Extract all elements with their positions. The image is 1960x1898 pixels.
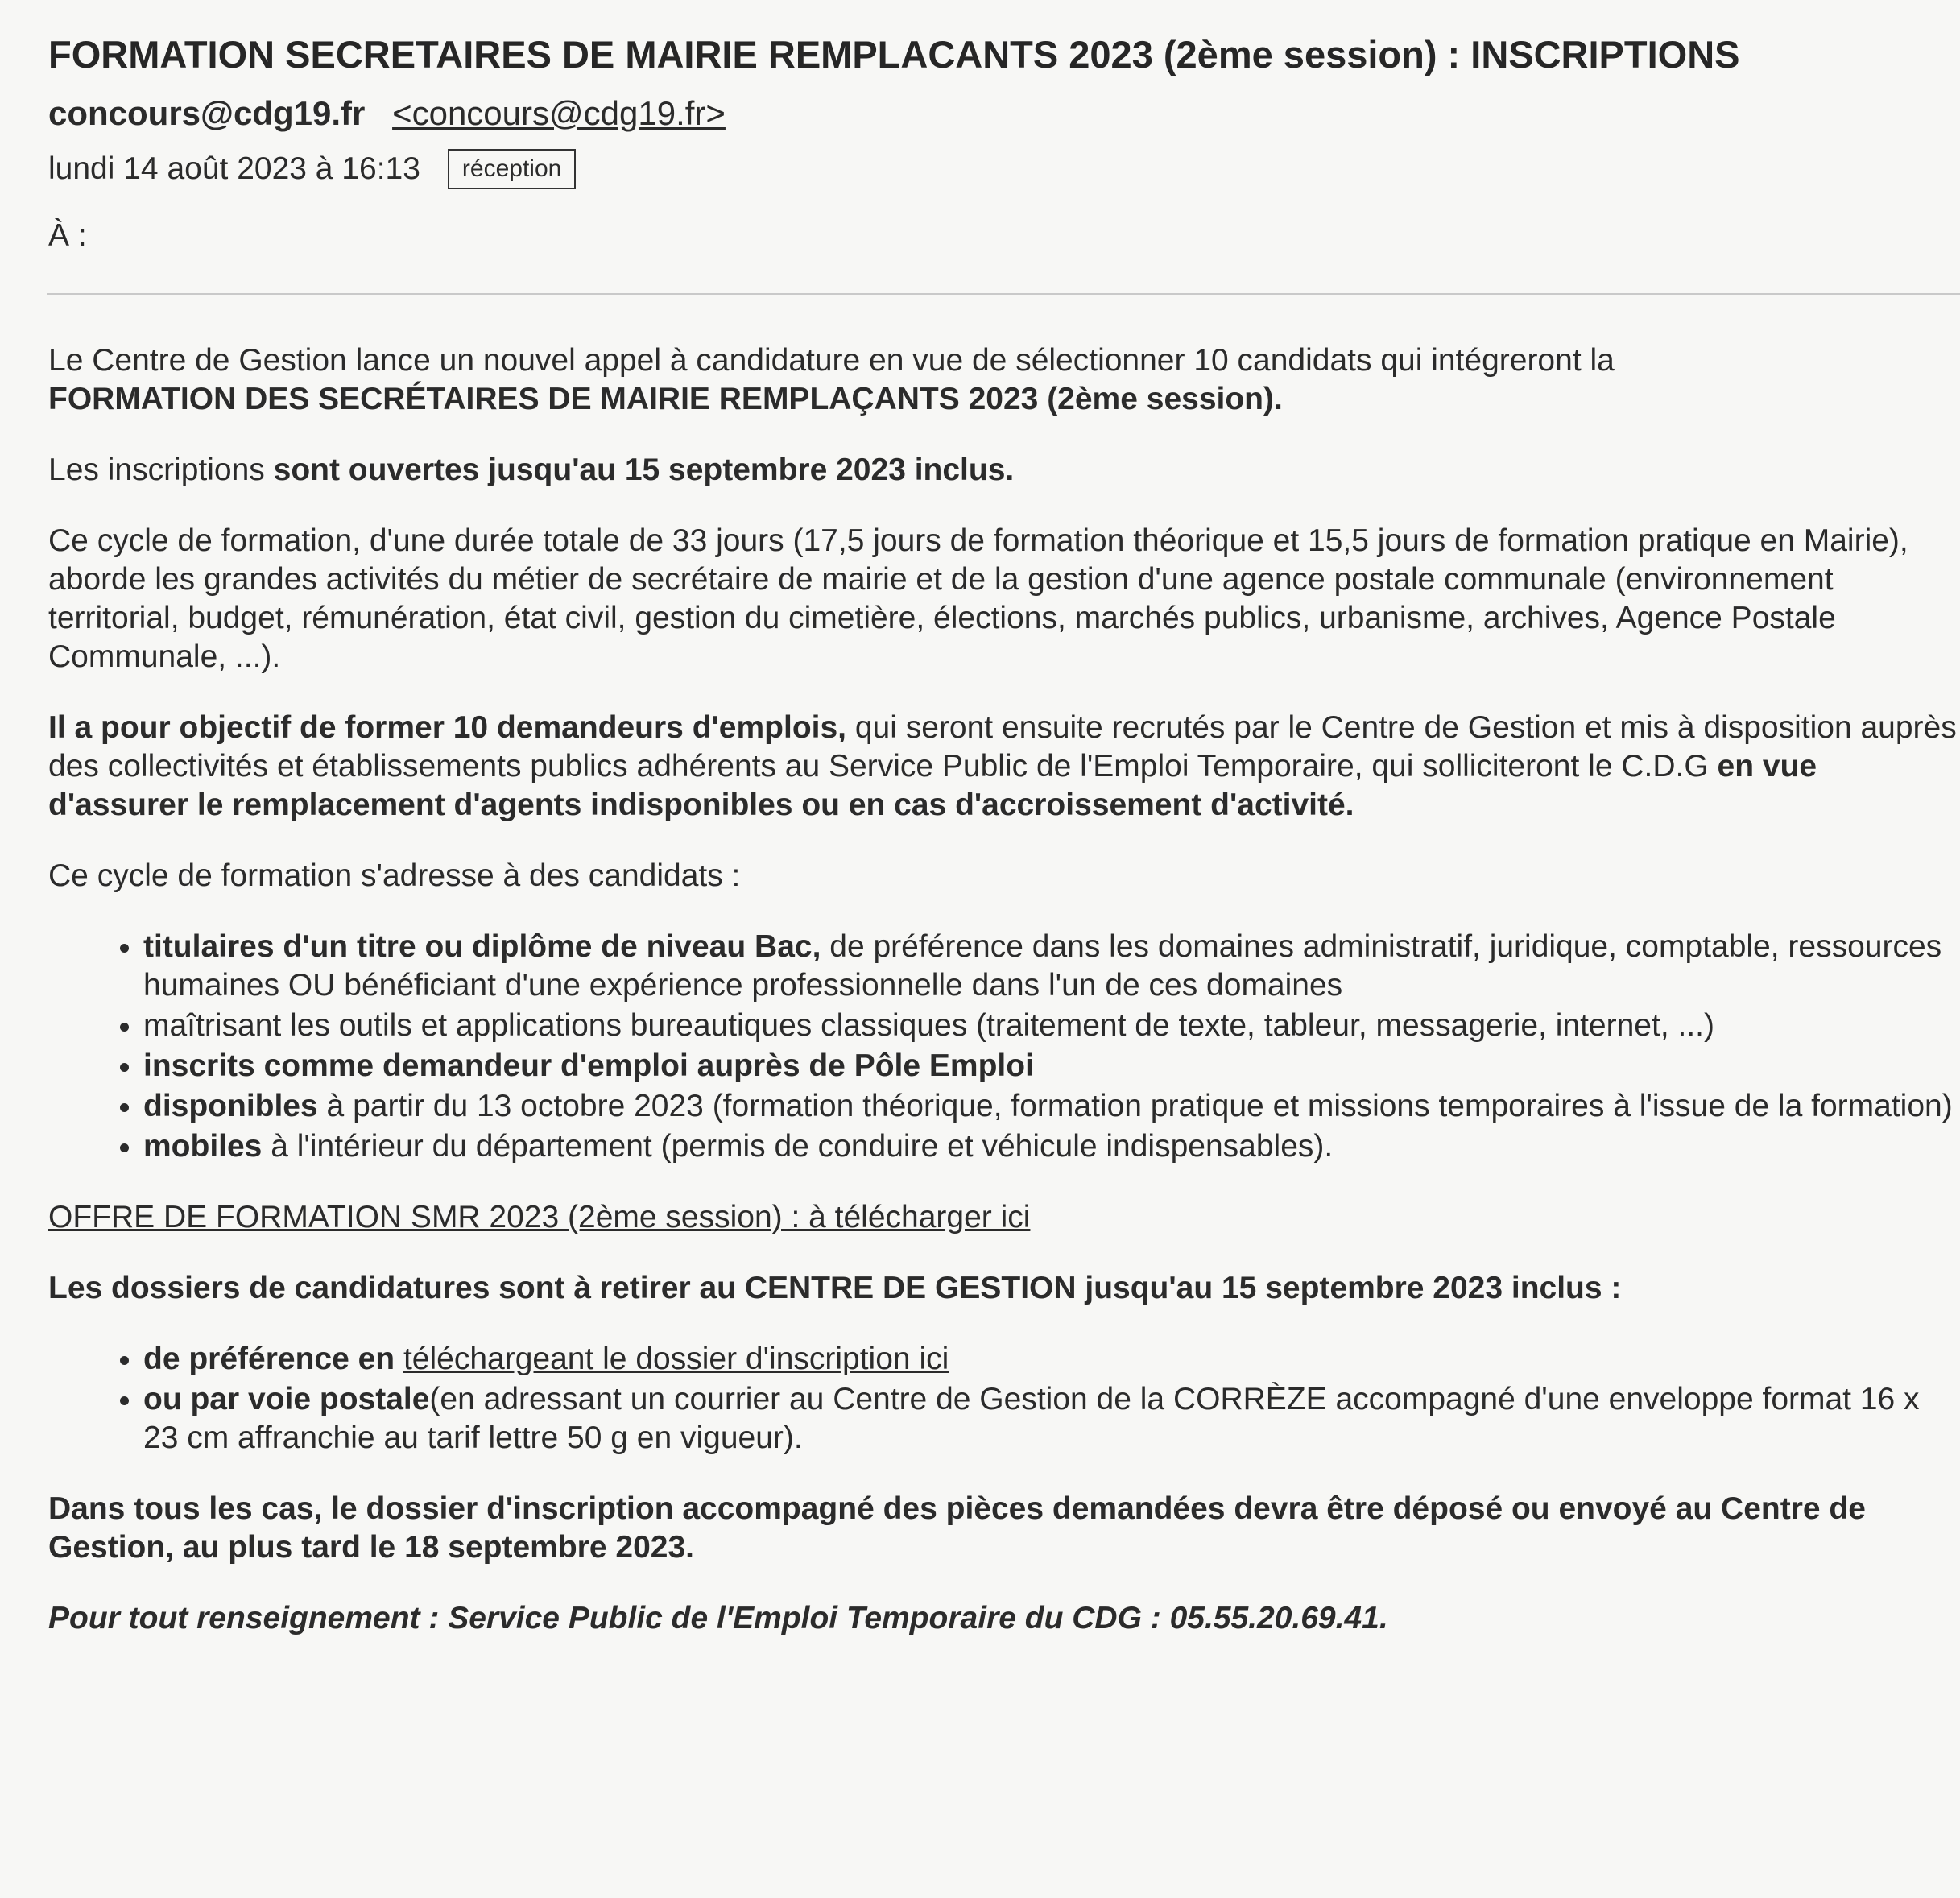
registration-text: Les inscriptions bbox=[48, 453, 274, 487]
email-subject: FORMATION SECRETAIRES DE MAIRIE REMPLACANTS 2023 (2ème session) : INSCRIPTIONS bbox=[48, 33, 1740, 76]
list-item bbox=[143, 1340, 1957, 1379]
folder-tag[interactable]: réception bbox=[448, 149, 576, 189]
email-date: lundi 14 août 2023 à 16:13 bbox=[48, 151, 420, 186]
registration-paragraph bbox=[48, 451, 1957, 490]
header-divider bbox=[47, 293, 1960, 295]
offer-download-link[interactable]: OFFRE DE FORMATION SMR 2023 (2ème session) : à télécharger ici bbox=[48, 1200, 1031, 1234]
audience-paragraph: Ce cycle de formation s'adresse à des candidats : bbox=[48, 858, 741, 893]
dossier-download-link[interactable]: téléchargeant le dossier d'inscription ici bbox=[403, 1342, 949, 1376]
list-item bbox=[143, 1007, 1957, 1045]
cycle-paragraph: Ce cycle de formation, d'une durée totale de 33 jours (17,5 jours de formation théorique et 15,5 jours de formation pratique en Mairie), aborde les grandes activités du métier de secrétaire de mairie et de la gestion d'une agence postale communale (environnement territorial, budget, rémunération, état civil, gestion du cimetière, élections, marchés publics, urbanisme, archives, Agence Postale Communale, ...). bbox=[48, 523, 1908, 674]
list-item bbox=[143, 1047, 1957, 1085]
objective-bold-end: en vue d'assurer le remplacement d'agents indisponibles ou en cas d'accroissement d'activité. bbox=[48, 749, 1817, 822]
offer-paragraph bbox=[48, 1198, 1957, 1237]
objective-bold: Il a pour objectif de former 10 demandeurs d'emplois, bbox=[48, 710, 846, 745]
criteria-bold: inscrits comme demandeur d'emploi auprès de Pôle Emploi bbox=[143, 1048, 1034, 1083]
email-header bbox=[48, 32, 1933, 254]
dossiers-bold: Les dossiers de candidatures sont à retirer au CENTRE DE GESTION jusqu'au 15 septembre 2023 inclus : bbox=[48, 1271, 1622, 1305]
registration-bold: sont ouvertes jusqu'au 15 septembre 2023 inclus. bbox=[273, 453, 1015, 487]
deadline-bold: Dans tous les cas, le dossier d'inscription accompagné des pièces demandées devra être déposé ou envoyé au Centre de Gestion, au plus tard le 18 septembre 2023. bbox=[48, 1491, 1866, 1565]
objective-text: qui seront ensuite recrutés par le Centre de Gestion et mis à disposition auprès des collectivités et établissements publics adhérents au Service Public de l'Emploi Temporaire, qui solliciteront le C.D.G bbox=[48, 710, 1957, 784]
criteria-bold: mobiles bbox=[143, 1129, 263, 1164]
intro-bold: FORMATION DES SECRÉTAIRES DE MAIRIE REMPLAÇANTS 2023 (2ème session). bbox=[48, 382, 1283, 416]
criteria-text: de préférence dans les domaines administratif, juridique, comptable, ressources humaines OU bénéficiant d'une expérience professionnelle dans l'un de ces domaines bbox=[143, 929, 1942, 1003]
list-item bbox=[143, 1380, 1957, 1458]
option-bold: ou par voie postale bbox=[143, 1382, 430, 1416]
option-bold: de préférence en bbox=[143, 1342, 403, 1376]
recipient-line: À : bbox=[48, 218, 87, 253]
list-item bbox=[143, 1087, 1957, 1126]
criteria-text: maîtrisant les outils et applications bureautiques classiques (traitement de texte, tableur, messagerie, internet, ...) bbox=[143, 1008, 1714, 1043]
deadline-paragraph bbox=[48, 1490, 1957, 1567]
submission-options-list bbox=[48, 1340, 1957, 1458]
criteria-text: à l'intérieur du département (permis de conduire et véhicule indispensables). bbox=[262, 1129, 1334, 1164]
sender-address-link[interactable]: <concours@cdg19.fr> bbox=[392, 94, 726, 132]
sender-name[interactable]: concours@cdg19.fr bbox=[48, 94, 366, 132]
objective-paragraph bbox=[48, 709, 1957, 825]
criteria-bold: titulaires d'un titre ou diplôme de niveau Bac, bbox=[143, 929, 821, 964]
criteria-list bbox=[48, 928, 1957, 1166]
intro-text: Le Centre de Gestion lance un nouvel appel à candidature en vue de sélectionner 10 candidats qui intégreront la bbox=[48, 343, 1615, 378]
date-line bbox=[48, 149, 1933, 189]
list-item bbox=[143, 928, 1957, 1005]
contact-paragraph: Pour tout renseignement : Service Public de l'Emploi Temporaire du CDG : 05.55.20.69.41. bbox=[48, 1601, 1388, 1635]
dossiers-paragraph bbox=[48, 1269, 1957, 1308]
intro-paragraph bbox=[48, 341, 1957, 419]
sender-line bbox=[48, 94, 1933, 133]
list-item bbox=[143, 1127, 1957, 1166]
criteria-bold: disponibles bbox=[143, 1089, 318, 1123]
email-body bbox=[48, 341, 1957, 1670]
option-text: (en adressant un courrier au Centre de Gestion de la CORRÈZE accompagné d'une enveloppe format 16 x 23 cm affranchie au tarif lettre 50 g en vigueur). bbox=[143, 1382, 1920, 1455]
criteria-text: à partir du 13 octobre 2023 (formation théorique, formation pratique et missions temporaires à l'issue de la formation) bbox=[317, 1089, 1953, 1123]
